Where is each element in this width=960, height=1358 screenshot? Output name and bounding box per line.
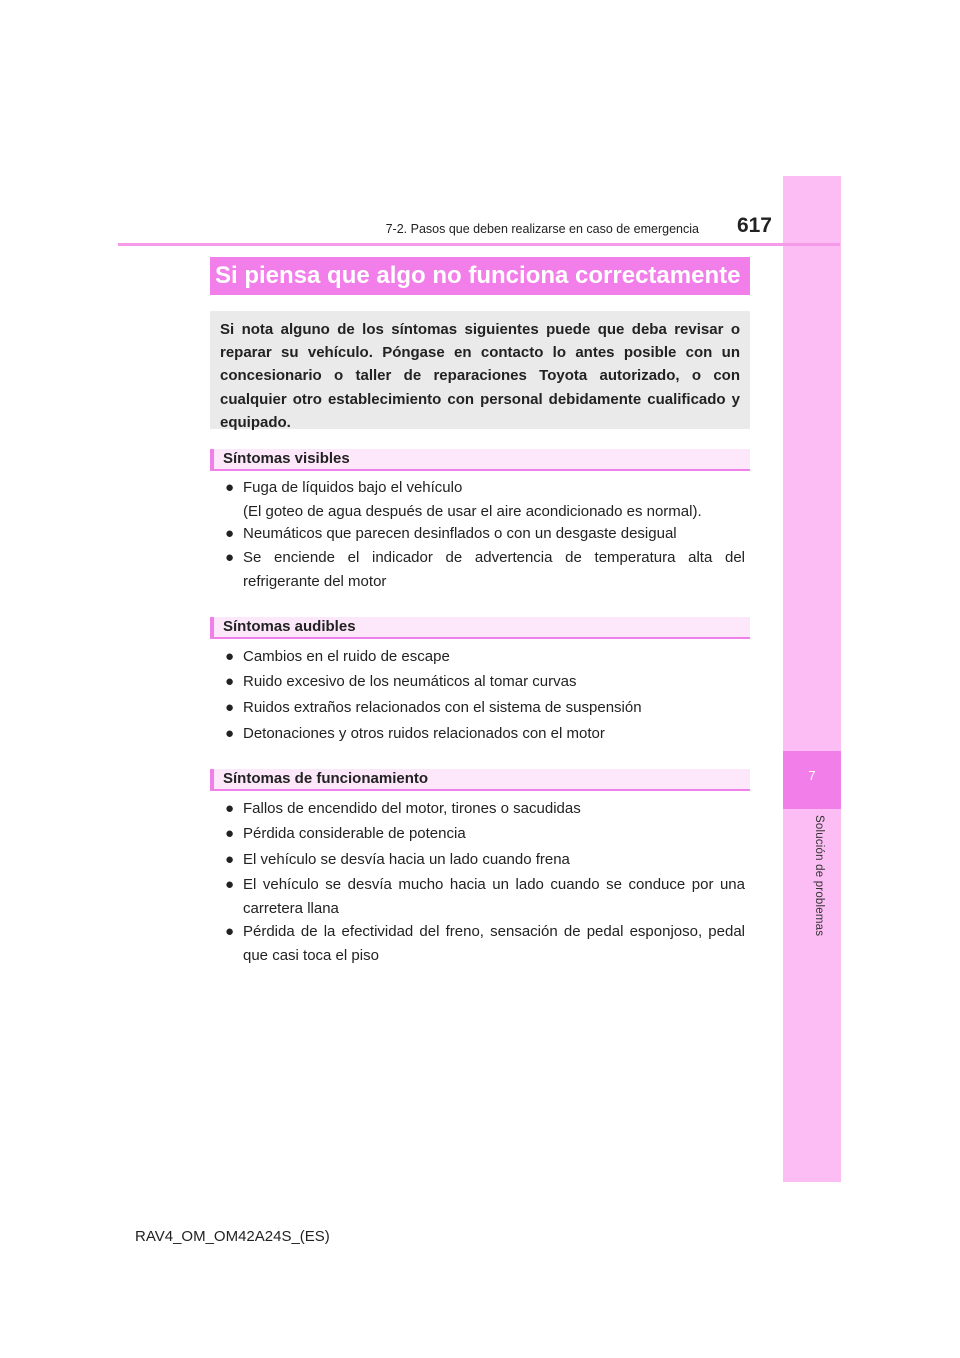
bullet-icon: ● xyxy=(225,525,235,542)
list-item-text: Fuga de líquidos bajo el vehículo xyxy=(243,479,463,496)
bullet-icon: ● xyxy=(225,825,235,842)
chapter-number: 7 xyxy=(808,768,816,783)
list-item-text: Ruido excesivo de los neumáticos al tomar curvas xyxy=(243,673,577,690)
page-title: Si piensa que algo no funciona correctamente xyxy=(215,262,741,289)
page-number: 617 xyxy=(736,214,772,237)
list-item-text: Neumáticos que parecen desinflados o con un desgaste desigual xyxy=(243,525,677,542)
bullet-icon: ● xyxy=(225,876,235,893)
list-item xyxy=(225,920,745,967)
bullet-icon: ● xyxy=(225,800,235,817)
list-item-text: El vehículo se desvía mucho hacia un lado cuando se conduce por una carretera llana xyxy=(243,876,745,917)
header-divider xyxy=(118,243,840,246)
document-code: RAV4_OM_OM42A24S_(ES) xyxy=(135,1228,330,1245)
section-heading-audible xyxy=(210,617,750,639)
list-item xyxy=(225,873,745,920)
list-item xyxy=(225,848,745,872)
bullet-icon: ● xyxy=(225,923,235,940)
list-item-note: (El goteo de agua después de usar el aire acondicionado es normal). xyxy=(243,502,702,520)
list-item-text: Cambios en el ruido de escape xyxy=(243,648,450,665)
bullet-icon: ● xyxy=(225,851,235,868)
list-item-text: Pérdida de la efectividad del freno, sensación de pedal esponjoso, pedal que casi toca el piso xyxy=(243,923,745,964)
intro-box: Si nota alguno de los síntomas siguientes puede que deba revisar o reparar su vehículo. Póngase en contacto lo antes posible con un concesionario o taller de reparaciones Toyota autorizado, o con cualquier otro establecimiento con personal debidamente cualificado y equipado. xyxy=(210,311,750,429)
list-item xyxy=(225,522,745,546)
bullet-icon: ● xyxy=(225,673,235,690)
page-title-bar xyxy=(210,257,750,295)
list-item-text: Fallos de encendido del motor, tirones o sacudidas xyxy=(243,800,581,817)
section-heading-visible xyxy=(210,449,750,471)
list-item xyxy=(225,670,745,694)
list-item-text: Se enciende el indicador de advertencia de temperatura alta del refrigerante del motor xyxy=(243,549,745,590)
bullet-icon: ● xyxy=(225,725,235,742)
section-heading-functional xyxy=(210,769,750,791)
list-item-text: Ruidos extraños relacionados con el sistema de suspensión xyxy=(243,699,642,716)
list-item xyxy=(225,722,745,746)
bullet-icon: ● xyxy=(225,549,235,566)
list-item-text: El vehículo se desvía hacia un lado cuando frena xyxy=(243,851,570,868)
list-item xyxy=(225,476,745,523)
section-heading-text: Síntomas de funcionamiento xyxy=(223,770,429,787)
chapter-side-tab xyxy=(783,176,841,1182)
list-item-text: Detonaciones y otros ruidos relacionados con el motor xyxy=(243,725,605,742)
section-heading-text: Síntomas visibles xyxy=(223,450,350,467)
list-item xyxy=(225,696,745,720)
chapter-title: Solución de problemas xyxy=(813,815,825,937)
list-item xyxy=(225,797,745,821)
bullet-icon: ● xyxy=(225,699,235,716)
bullet-icon: ● xyxy=(225,648,235,665)
list-item xyxy=(225,645,745,669)
list-item-text: Pérdida considerable de potencia xyxy=(243,825,466,842)
list-item xyxy=(225,822,745,846)
section-path: 7-2. Pasos que deben realizarse en caso de emergencia xyxy=(385,222,699,236)
list-item xyxy=(225,546,745,593)
bullet-icon: ● xyxy=(225,479,235,496)
section-heading-text: Síntomas audibles xyxy=(223,618,356,635)
